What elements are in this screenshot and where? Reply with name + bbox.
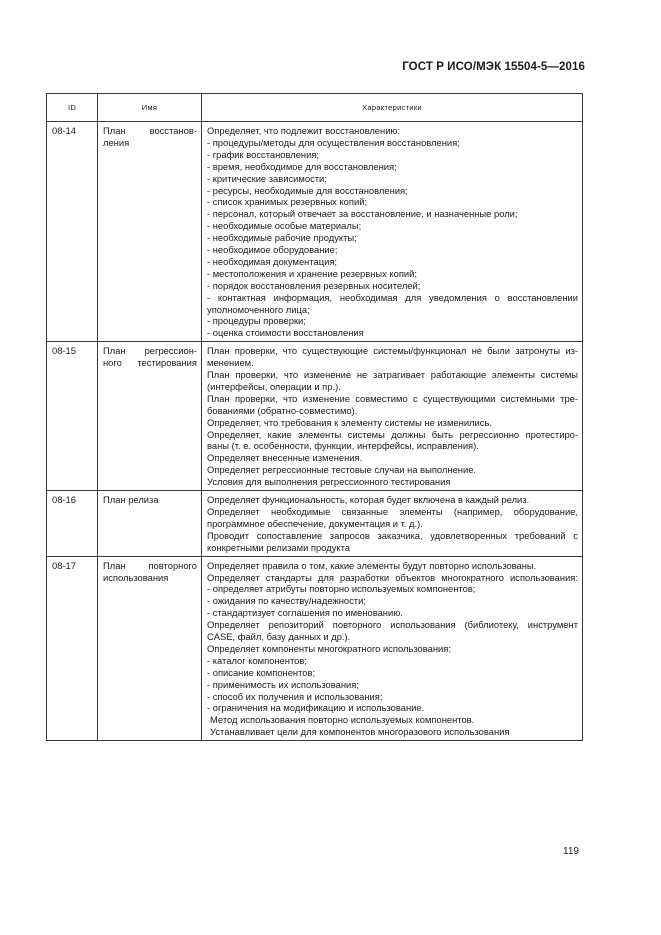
characteristic-line: - определяет атрибуты повторно используемых компонентов; xyxy=(207,583,476,595)
row-characteristics xyxy=(202,122,583,342)
row-id: 08-14 xyxy=(47,122,98,342)
table-row xyxy=(47,342,583,491)
characteristic-line: программное обеспечение, документация и т. д.). xyxy=(207,517,423,529)
characteristic-line: бованиями (обратно-совместимо). xyxy=(207,404,358,416)
characteristic-line: - необходимая документация; xyxy=(207,255,338,267)
characteristic-line: - применимость их использования; xyxy=(207,678,359,690)
row-name xyxy=(98,556,202,741)
characteristic-line: CASE, файл, базу данных и др.). xyxy=(207,631,351,643)
characteristic-line: Определяет стандарты для разработки объектов многократного использования: xyxy=(207,571,578,583)
characteristic-line: Определяет правила о том, какие элементы будут повторно использованы. xyxy=(207,559,537,571)
table-row xyxy=(47,122,583,342)
row-name-line: План повторного xyxy=(103,559,197,571)
characteristic-line: Определяет регрессионные тестовые случаи на выполнение. xyxy=(207,464,477,476)
characteristic-line: - критические зависимости; xyxy=(207,172,327,184)
row-name-line: ного тестирования xyxy=(103,357,197,369)
characteristic-line: менением. xyxy=(207,357,254,369)
table-row xyxy=(47,556,583,741)
row-id: 08-15 xyxy=(47,342,98,491)
characteristic-line: - местоположения и хранение резервных копий; xyxy=(207,267,418,279)
characteristic-line: Проводит сопоставление запросов заказчика, удовлетворенных требований с xyxy=(207,529,578,541)
characteristic-line: - персонал, который отвечает за восстановление, и назначенные роли; xyxy=(207,208,518,220)
column-header-characteristics: Характеристики xyxy=(202,94,583,122)
characteristic-line: Определяет, что требования к элементу системы не изменились. xyxy=(207,416,492,428)
row-name xyxy=(98,491,202,557)
characteristic-line: - способ их получения и использования; xyxy=(207,690,383,702)
column-header-id: ID xyxy=(47,94,98,122)
characteristic-line: - процедуры проверки; xyxy=(207,315,306,327)
row-id: 08-16 xyxy=(47,491,98,557)
characteristic-line: - каталог компонентов; xyxy=(207,654,307,666)
row-name xyxy=(98,342,202,491)
characteristic-line: Определяет компоненты многократного использования: xyxy=(207,642,451,654)
characteristic-line: - необходимые особые материалы; xyxy=(207,220,362,232)
characteristic-line: - порядок восстановления резервных носителей; xyxy=(207,279,421,291)
characteristic-line: конкретными релизами продукта xyxy=(207,541,350,553)
row-id: 08-17 xyxy=(47,556,98,741)
row-name xyxy=(98,122,202,342)
table-header-row xyxy=(47,94,583,122)
characteristic-line: - оценка стоимости восстановления xyxy=(207,327,364,339)
table-row xyxy=(47,491,583,557)
characteristic-line: - время, необходимое для восстановления; xyxy=(207,160,397,172)
characteristic-line: План проверки, что изменение совместимо с существующими системными тре- xyxy=(207,392,578,404)
characteristic-line: - описание компонентов; xyxy=(207,666,316,678)
row-name-line: План восстанов- xyxy=(103,125,197,136)
characteristic-line: ваны (т. е. особенности, функции, интерфейсы, исправления). xyxy=(207,440,479,452)
characteristic-line: - график восстановления; xyxy=(207,148,320,160)
characteristic-line: Определяет внесенные изменения. xyxy=(207,452,363,464)
characteristic-line: Определяет необходимые связанные элементы (например, оборудование, xyxy=(207,506,578,518)
characteristic-line: Условия для выполнения регрессионного тестирования xyxy=(207,476,451,488)
row-characteristics xyxy=(202,491,583,557)
column-header-name: Имя xyxy=(98,94,202,122)
characteristic-line: уполномоченного лица; xyxy=(207,303,310,315)
characteristic-line: - ресурсы, необходимые для восстановления; xyxy=(207,184,408,196)
characteristic-line: - необходимое оборудование; xyxy=(207,244,338,256)
characteristic-line: - процедуры/методы для осуществления восстановления; xyxy=(207,136,460,148)
characteristic-line: Устанавливает цели для компонентов многоразового использования xyxy=(210,726,510,738)
characteristic-line: - стандартизует соглашения по именованию. xyxy=(207,607,403,619)
characteristic-line: Метод использования повторно используемых компонентов. xyxy=(210,714,475,726)
row-name-line: ления xyxy=(103,136,130,148)
characteristic-line: Определяет репозиторий повторного использования (библиотеку, инструмент xyxy=(207,619,578,631)
characteristic-line: Определяет, какие элементы системы должны быть регрессионно протестиро- xyxy=(207,428,578,440)
characteristic-line: - ограничения на модификацию и использование. xyxy=(207,702,425,714)
characteristics-table xyxy=(46,93,583,741)
characteristic-line: - ожидания по качеству/надежности; xyxy=(207,595,366,607)
document-standard-title: ГОСТ Р ИСО/МЭК 15504-5—2016 xyxy=(402,61,585,73)
characteristic-line: Определяет функциональность, которая будет включена в каждый релиз. xyxy=(207,494,530,506)
characteristic-line: План проверки, что существующие системы/функционал не были затронуты из- xyxy=(207,345,578,357)
characteristic-line: Определяет, что подлежит восстановлению: xyxy=(207,125,401,136)
row-characteristics xyxy=(202,556,583,741)
row-name-line: План релиза xyxy=(103,494,159,506)
characteristic-line: - список хранимых резервных копий; xyxy=(207,196,368,208)
characteristic-line: - контактная информация, необходимая для уведомления о восстановлении xyxy=(207,291,578,303)
characteristic-line: План проверки, что изменение не затрагивает работающие элементы системы xyxy=(207,369,578,381)
row-name-line: использования xyxy=(103,571,169,583)
page-number: 119 xyxy=(563,846,579,857)
characteristic-line: - необходимые рабочие продукты; xyxy=(207,232,357,244)
characteristic-line: (интерфейсы, операции и пр.). xyxy=(207,380,341,392)
row-name-line: План регрессион- xyxy=(103,345,197,357)
row-characteristics xyxy=(202,342,583,491)
